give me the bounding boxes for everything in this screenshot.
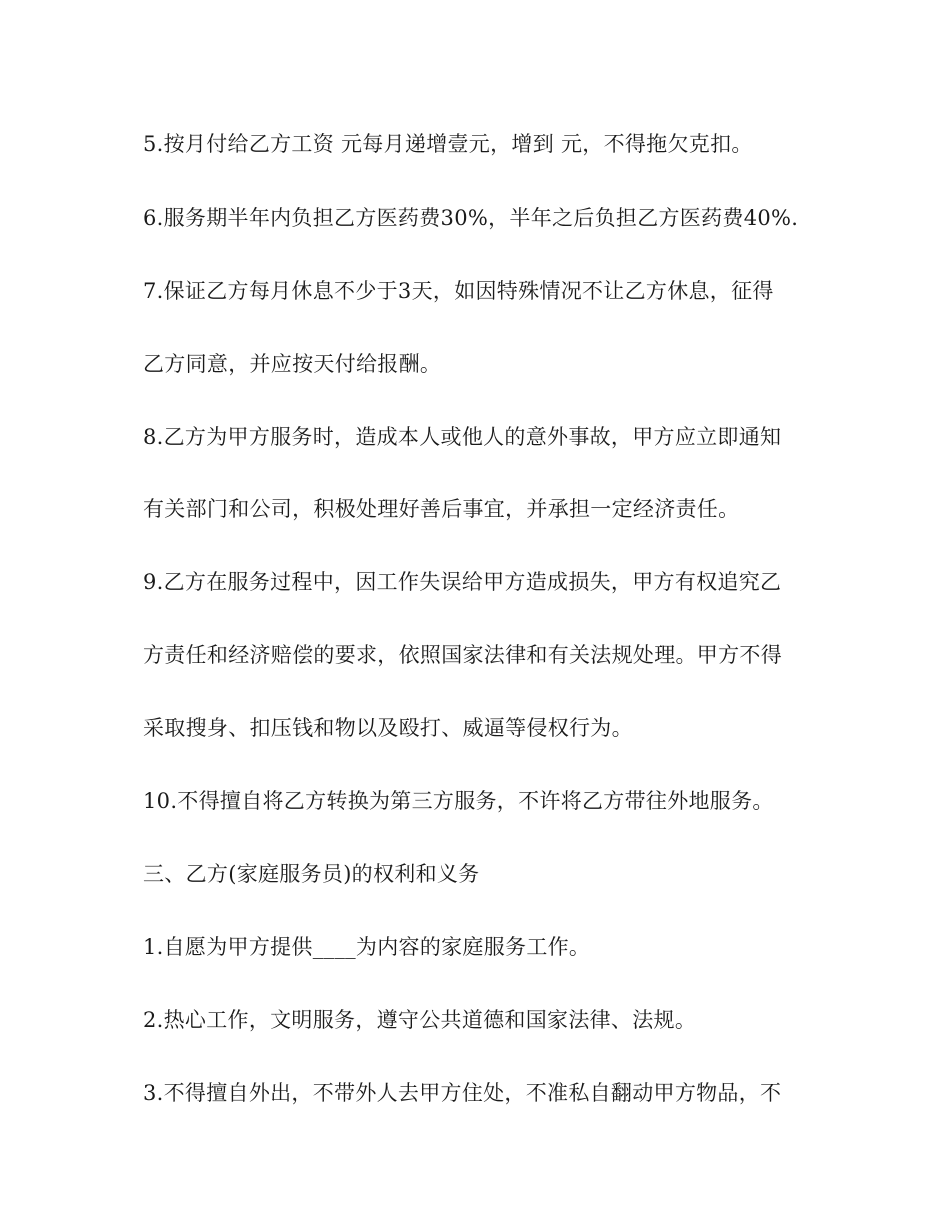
paragraph-line: 3.不得擅自外出，不带外人去甲方住处，不准私自翻动甲方物品，不: [143, 1081, 782, 1105]
paragraph-line: 2.热心工作，文明服务，遵守公共道德和国家法律、法规。: [143, 1008, 697, 1032]
section-heading: 三、乙方(家庭服务员)的权利和义务: [143, 862, 480, 886]
paragraph-line: 10.不得擅自将乙方转换为第三方服务，不许将乙方带往外地服务。: [143, 789, 774, 813]
paragraph-line: 7.保证乙方每月休息不少于3天，如因特殊情况不让乙方休息，征得: [143, 279, 774, 303]
paragraph-line: 采取搜身、扣压钱和物以及殴打、威逼等侵权行为。: [143, 716, 633, 740]
paragraph-line: 5.按月付给乙方工资 元每月递增壹元，增到 元，不得拖欠克扣。: [143, 132, 753, 156]
paragraph-line: 乙方同意，并应按天付给报酬。: [143, 352, 442, 376]
paragraph-line: 9.乙方在服务过程中，因工作失误给甲方造成损失，甲方有权追究乙: [143, 570, 782, 594]
paragraph-line: 1.自愿为甲方提供____为内容的家庭服务工作。: [143, 935, 591, 959]
paragraph-line: 有关部门和公司，积极处理好善后事宜，并承担一定经济责任。: [143, 497, 740, 521]
paragraph-line: 8.乙方为甲方服务时，造成本人或他人的意外事故，甲方应立即通知: [143, 425, 782, 449]
paragraph-line: 6.服务期半年内负担乙方医药费30%，半年之后负担乙方医药费40%.: [143, 206, 799, 230]
paragraph-line: 方责任和经济赔偿的要求，依照国家法律和有关法规处理。甲方不得: [143, 643, 782, 667]
